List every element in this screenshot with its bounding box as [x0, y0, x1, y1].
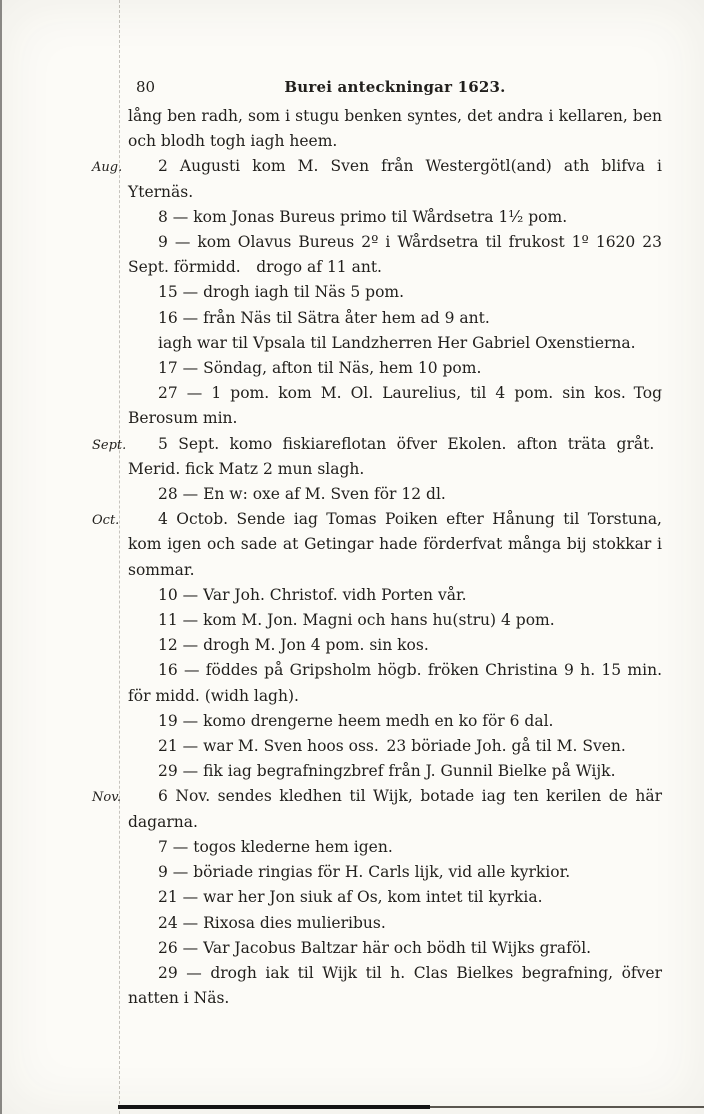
- diary-entry: [92, 154, 662, 204]
- entry-text: 7 — togos klederne hem igen.: [158, 837, 393, 856]
- diary-entry: [128, 709, 662, 734]
- diary-entry: [128, 608, 662, 633]
- entry-text: 12 — drogh M. Jon 4 pom. sin kos.: [158, 636, 429, 655]
- diary-entry: [128, 759, 662, 784]
- entry-text: 29 — drogh iak til Wijk til h. Clas Bielkes begrafning, öfver natten i Näs.: [128, 963, 662, 1008]
- scan-bottom-artifact-2: [430, 1106, 704, 1108]
- entry-text: 28 — En w: oxe af M. Sven för 12 dl.: [158, 485, 446, 504]
- entry-text: 17 — Söndag, afton til Näs, hem 10 pom.: [158, 359, 482, 378]
- entry-text: iagh war til Vpsala til Landzherren Her Gabriel Oxenstierna.: [158, 333, 636, 352]
- month-margin-label: Sept.: [92, 437, 127, 453]
- diary-text-block: [92, 104, 662, 1011]
- entry-text: 26 — Var Jacobus Baltzar här och bödh til Wijks graföl.: [158, 938, 592, 957]
- entry-text: 16 — föddes på Gripsholm högb. fröken Christina 9 h. 15 min. för midd. (widh lagh).: [128, 661, 662, 705]
- diary-entry: [128, 356, 662, 381]
- diary-entry: [92, 432, 662, 482]
- entry-text: 9 — böriade ringias för H. Carls lijk, vid alle kyrkior.: [158, 863, 571, 882]
- running-title: Burei anteckningar 1623.: [284, 78, 506, 96]
- entry-text: lång ben radh, som i stugu benken syntes, det andra i kellaren, ben och blodh togh iagh heem.: [128, 107, 662, 151]
- month-margin-label: Oct.: [92, 513, 120, 529]
- diary-entry: [128, 205, 662, 230]
- diary-entry: [128, 306, 662, 331]
- diary-entry: [128, 936, 662, 961]
- scan-edge-artifact: [0, 0, 2, 1114]
- diary-entry: [128, 331, 662, 356]
- entry-text: 29 — fik iag begrafningzbref från J. Gunnil Bielke på Wijk.: [158, 762, 616, 781]
- month-margin-label: Aug.: [92, 160, 123, 176]
- page-header: [128, 78, 662, 100]
- diary-entry: [128, 633, 662, 658]
- entry-text: 19 — komo drengerne heem medh en ko för 6 dal.: [158, 711, 554, 730]
- diary-entry: [128, 381, 662, 431]
- entry-text: 27 — 1 pom. kom M. Ol. Laurelius, til 4 pom. sin kos. Tog Berosum min.: [128, 384, 662, 428]
- diary-entry: [128, 104, 662, 154]
- diary-entry: [128, 835, 662, 860]
- diary-entry: [128, 961, 662, 1011]
- entry-text: 11 — kom M. Jon. Magni och hans hu(stru) 4 pom.: [158, 611, 555, 630]
- page-number: 80: [136, 78, 156, 96]
- entry-text: 9 — kom Olavus Bureus 2º i Wårdsetra til frukost 1º 1620 23 Sept. förmidd. drogo af 11 ant.: [128, 233, 662, 277]
- diary-entry: [128, 482, 662, 507]
- entry-text: 5 Sept. komo fiskiareflotan öfver Ekolen. afton träta gråt. Merid. fick Matz 2 mun slagh.: [128, 434, 662, 478]
- diary-entry: [128, 885, 662, 910]
- entry-text: 2 Augusti kom M. Sven från Westergötl(and) ath blifva i Yternäs.: [128, 157, 662, 201]
- diary-entry: [92, 507, 662, 583]
- diary-entry: [128, 230, 662, 280]
- diary-entry: [128, 911, 662, 936]
- diary-entry: [128, 658, 662, 708]
- month-margin-label: Nov.: [92, 790, 122, 806]
- entry-text: 21 — war M. Sven hoos oss. 23 böriade Joh. gå til M. Sven.: [158, 737, 626, 756]
- diary-entry: [128, 280, 662, 305]
- diary-entry: [92, 784, 662, 834]
- entry-text: 6 Nov. sendes kledhen til Wijk, botade iag ten kerilen de här dagarna.: [128, 787, 662, 831]
- entry-text: 16 — från Näs til Sätra åter hem ad 9 ant.: [158, 308, 490, 327]
- entry-text: 10 — Var Joh. Christof. vidh Porten vår.: [158, 585, 467, 604]
- entry-text: 24 — Rixosa dies mulieribus.: [158, 913, 386, 932]
- scan-bottom-artifact: [118, 1105, 430, 1109]
- diary-entry: [128, 860, 662, 885]
- entry-text: 15 — drogh iagh til Näs 5 pom.: [158, 283, 405, 302]
- entry-text: 21 — war her Jon siuk af Os, kom intet til kyrkia.: [158, 888, 543, 907]
- entry-text: 8 — kom Jonas Bureus primo til Wårdsetra 1¹⁄₂ pom.: [158, 207, 568, 226]
- entry-text: 4 Octob. Sende iag Tomas Poiken efter Hånung til Torstuna, kom igen och sade at Getingar hade förderfvat många bij stokkar i sommar.: [128, 510, 662, 579]
- diary-entry: [128, 734, 662, 759]
- diary-entry: [128, 583, 662, 608]
